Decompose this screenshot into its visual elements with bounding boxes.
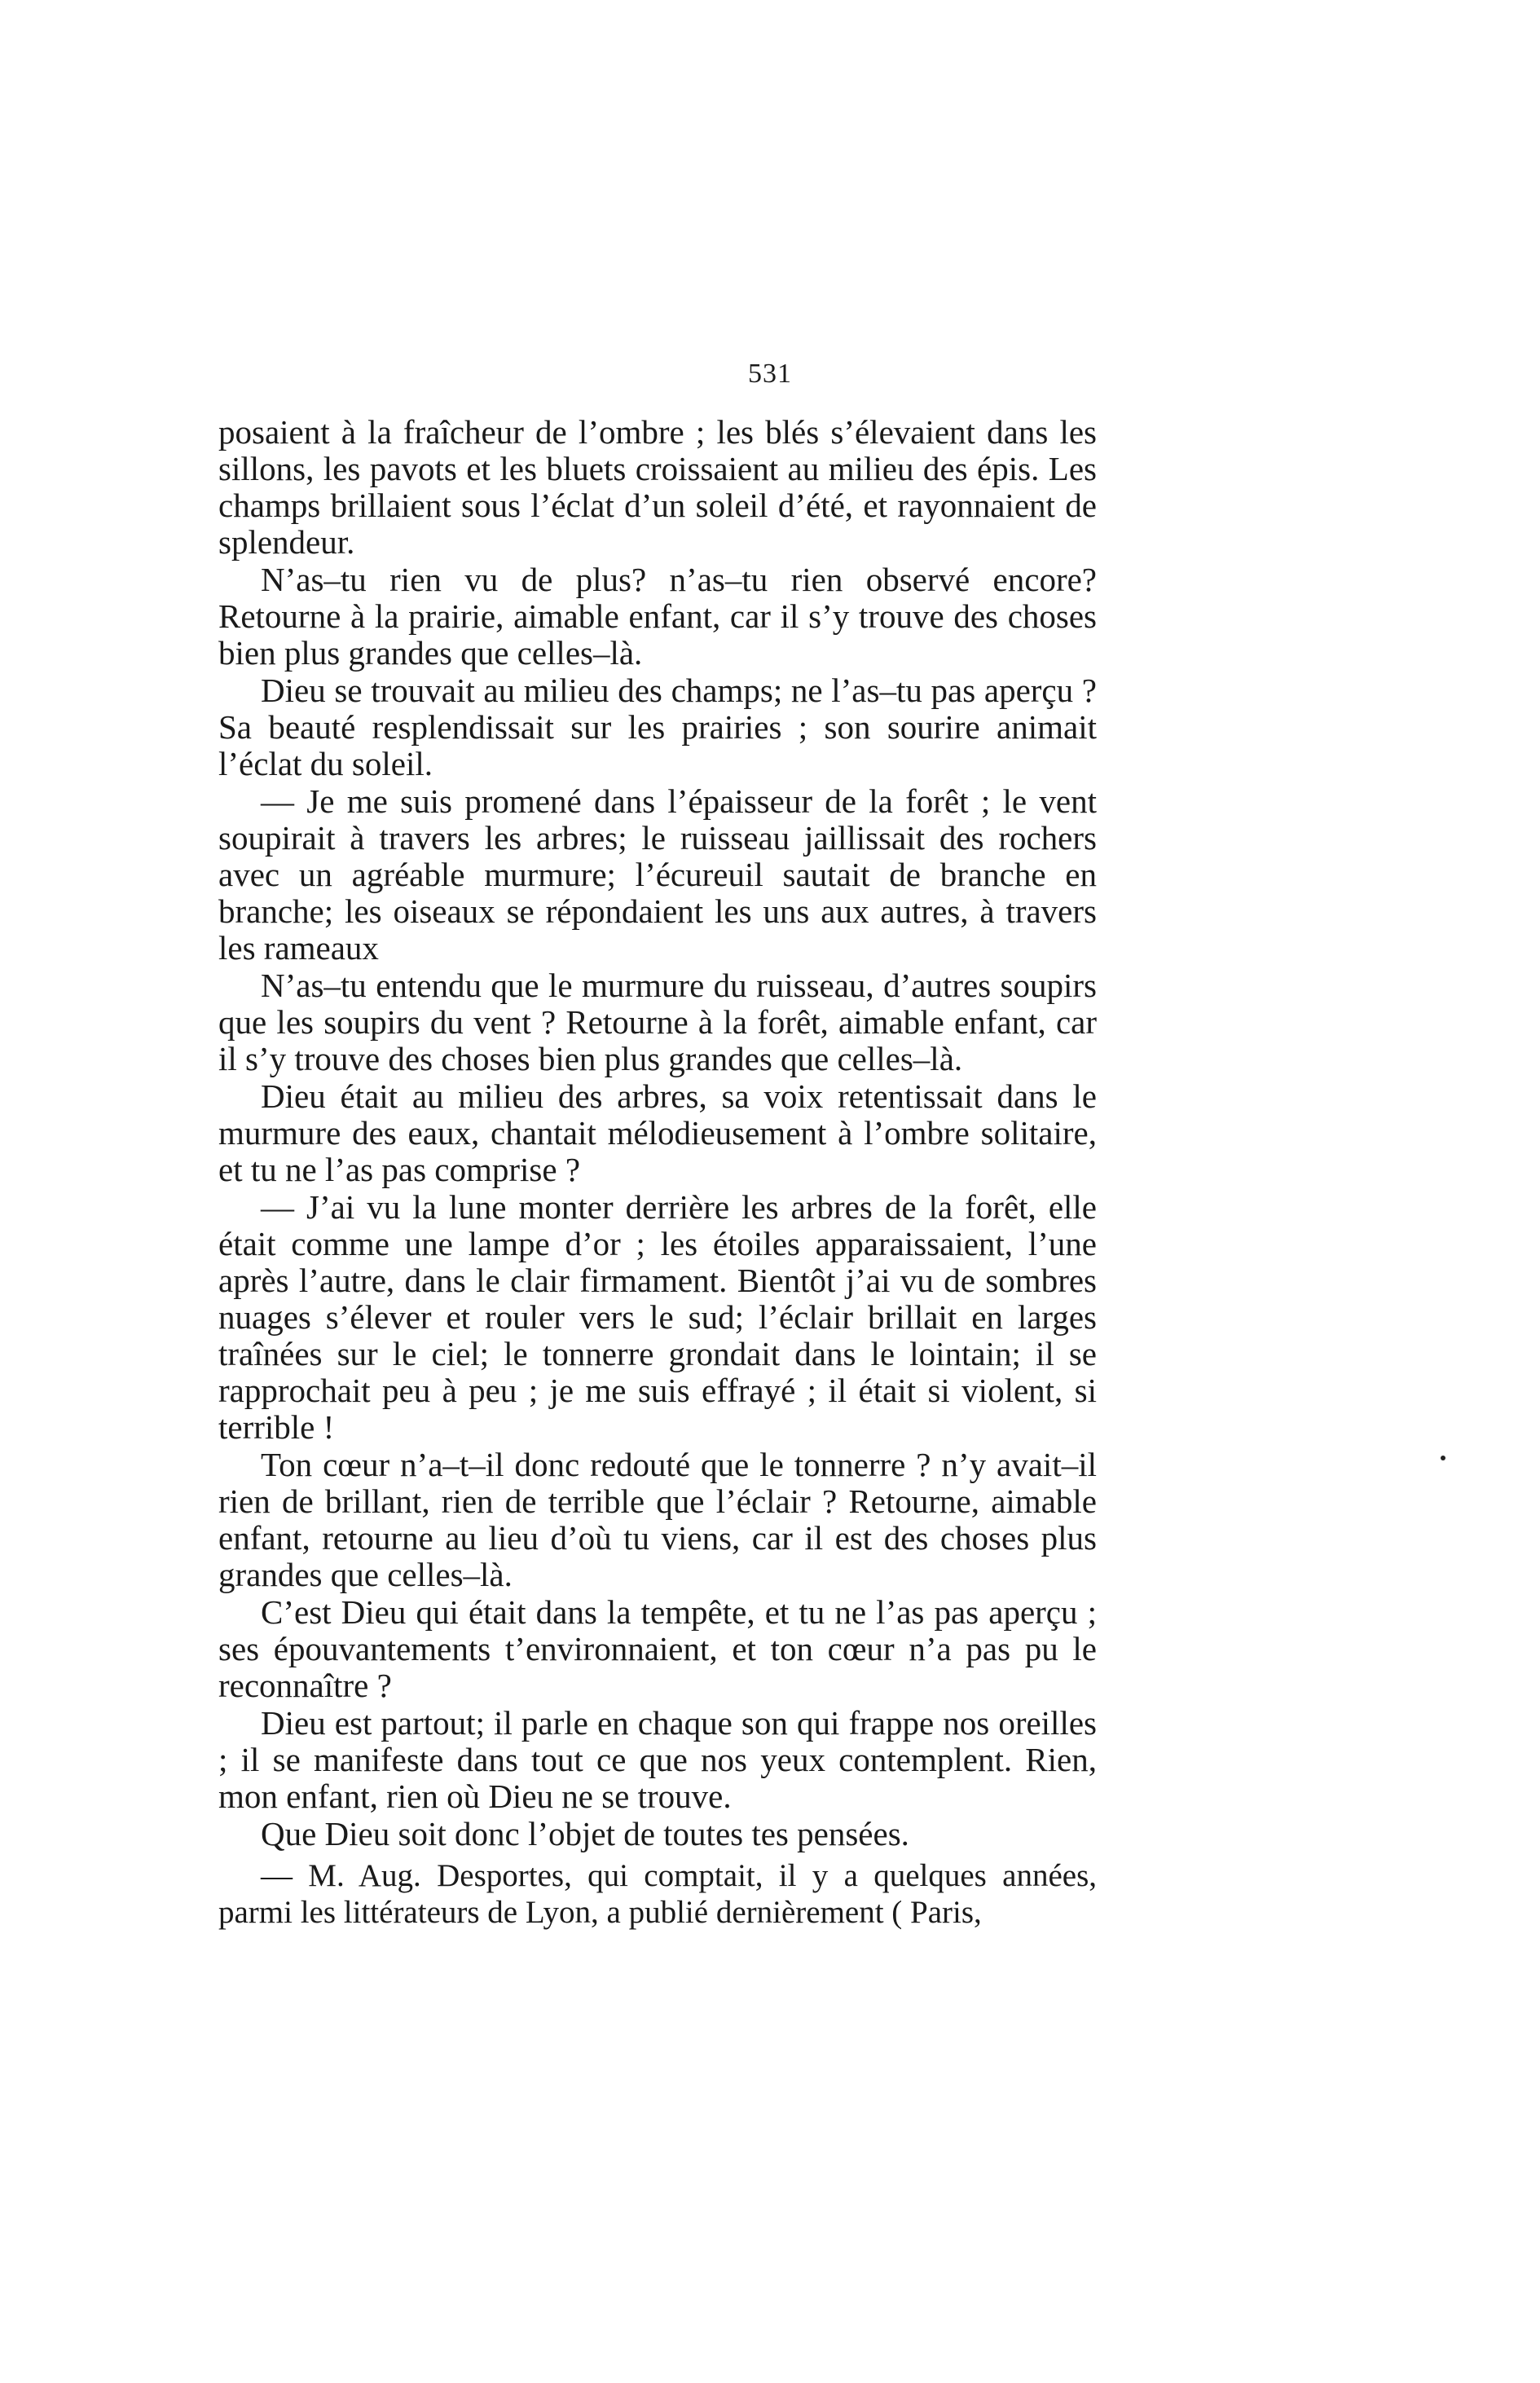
page-number: 531 [748, 359, 792, 389]
paragraph: — M. Aug. Desportes, qui comptait, il y a quelques années, parmi les littérateurs de Lyon, a publié dernièrement ( Paris, [218, 1858, 1097, 1930]
paragraph: C’est Dieu qui était dans la tempête, et tu ne l’as pas aperçu ; ses épouvantements t’environnaient, et ton cœur n’a pas pu le reconnaître ? [218, 1593, 1097, 1704]
paragraph: Dieu se trouvait au milieu des champs; ne l’as–tu pas aperçu ? Sa beauté resplendissait sur les prairies ; son sourire animait l’éclat du soleil. [218, 672, 1097, 782]
paragraph: — Je me suis promené dans l’épaisseur de la forêt ; le vent soupirait à travers les arbres; le ruisseau jaillissait des rochers avec un agréable murmure; l’écureuil sautait de branche en branche; les oiseaux se répondaient les uns aux autres, à travers les rameaux [218, 782, 1097, 967]
paragraph: Dieu était au milieu des arbres, sa voix retentissait dans le murmure des eaux, chantait mélodieusement à l’ombre solitaire, et tu ne l’as pas comprise ? [218, 1077, 1097, 1188]
paragraph: N’as–tu rien vu de plus? n’as–tu rien observé encore? Retourne à la prairie, aimable enfant, car il s’y trouve des choses bien plus grandes que celles–là. [218, 561, 1097, 672]
paragraph: — J’ai vu la lune monter derrière les arbres de la forêt, elle était comme une lampe d’or ; les étoiles apparaissaient, l’une après l’autre, dans le clair firmament. Bientôt j’ai vu de sombres nuages s’élever et rouler vers le sud; l’éclair brillait en larges traînées sur le ciel; le tonnerre grondait dans le lointain; il se rapprochait peu à peu ; je me suis effrayé ; il était si violent, si terrible ! [218, 1188, 1097, 1446]
paragraph: posaient à la fraîcheur de l’ombre ; les blés s’élevaient dans les sillons, les pavots et les bluets croissaient au milieu des épis. Les champs brillaient sous l’éclat d’un soleil d’été, et rayonnaient de splendeur. [218, 413, 1097, 561]
paragraph: Dieu est partout; il parle en chaque son qui frappe nos oreilles ; il se manifeste dans tout ce que nos yeux contemplent. Rien, mon enfant, rien où Dieu ne se trouve. [218, 1704, 1097, 1815]
body-text [218, 414, 1097, 1932]
paragraph: N’as–tu entendu que le murmure du ruisseau, d’autres soupirs que les soupirs du vent ? Retourne à la forêt, aimable enfant, car il s’y trouve des choses bien plus grandes que celles–là. [218, 967, 1097, 1077]
paragraph: Que Dieu soit donc l’objet de toutes tes pensées. [261, 1815, 909, 1852]
paragraph: Ton cœur n’a–t–il donc redouté que le tonnerre ? n’y avait–il rien de brillant, rien de terrible que l’éclair ? Retourne, aimable enfant, retourne au lieu d’où tu viens, car il est des choses plus grandes que celles–là. [218, 1446, 1097, 1593]
ink-speck [1441, 1456, 1445, 1460]
